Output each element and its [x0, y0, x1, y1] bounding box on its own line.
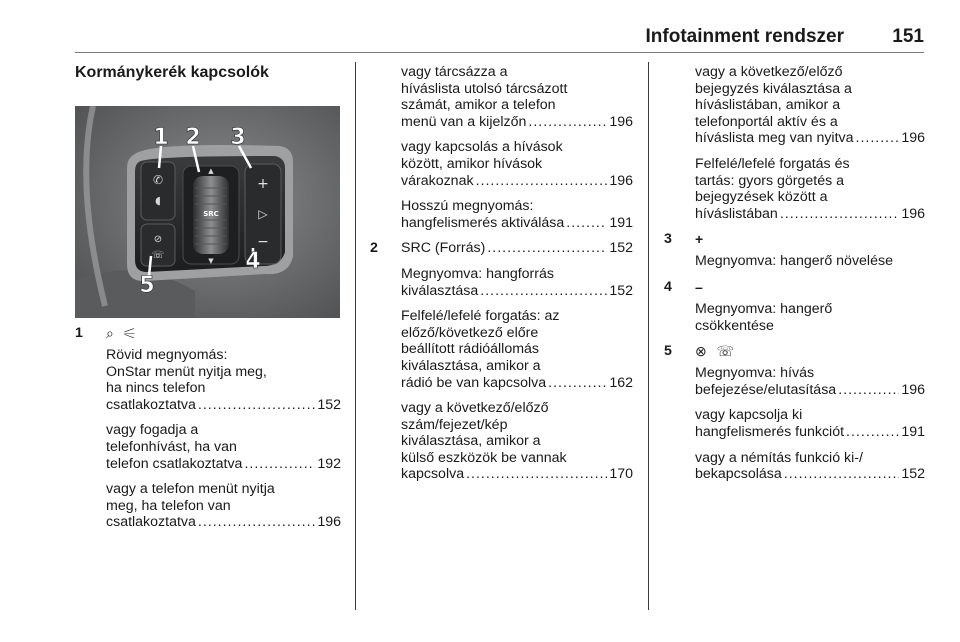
page-reference: 196 — [609, 172, 633, 189]
page-ref-row — [106, 514, 341, 531]
paragraph — [695, 407, 925, 440]
entry-5 — [664, 343, 925, 483]
page-ref-row — [695, 130, 925, 147]
page-header — [75, 26, 924, 52]
text-line: Felfelé/lefelé forgatás: az — [401, 308, 560, 325]
text-line: Hosszú megnyomás: — [401, 198, 534, 215]
callout-4: 4 — [245, 249, 261, 274]
text-line: vagy a némítás funkció ki-/ — [695, 449, 863, 466]
text-line: híváslistában — [695, 205, 778, 222]
text-line: vagy kapcsolás a hívások — [401, 139, 563, 156]
dot-leader — [466, 466, 607, 483]
page-ref-row — [106, 456, 341, 473]
page-reference: 196 — [901, 381, 925, 398]
callout-2: 2 — [185, 125, 201, 150]
mute-hangup-symbols-icon: ⊗ ☏ — [695, 343, 738, 360]
header-title: Infotainment rendszer — [645, 26, 844, 47]
text-line: kiválasztása — [401, 282, 479, 299]
text-line: csatlakoztatva — [106, 396, 196, 413]
paragraph — [401, 266, 633, 299]
text-line: bejegyzés kiválasztása a — [695, 80, 852, 97]
page-ref-row — [695, 466, 925, 483]
text-line: kiválasztása, amikor a — [401, 433, 541, 450]
text-line: befejezése/elutasítása — [695, 381, 837, 398]
text-line: ha nincs telefon — [106, 380, 206, 397]
text-line: tartás: gyors görgetés a — [695, 172, 845, 189]
entry-number: 4 — [664, 278, 672, 295]
dot-leader — [780, 206, 900, 223]
column-2 — [370, 64, 633, 492]
paragraph — [695, 64, 925, 147]
dot-leader — [566, 215, 607, 232]
text-line: kapcsolva — [401, 466, 465, 483]
text-line: bejegyzések között a — [695, 189, 828, 206]
text-line: számát, amikor a telefon — [401, 97, 556, 114]
page-reference: 152 — [317, 396, 341, 413]
text-line: vagy fogadja a — [106, 422, 199, 439]
page-ref-row — [401, 466, 633, 483]
entry-1-continued — [370, 64, 633, 231]
page-reference: 191 — [901, 423, 925, 440]
page-ref-row — [401, 114, 633, 131]
text-line: vagy kapcsolja ki — [695, 407, 803, 424]
entry-2-continued — [664, 64, 925, 222]
paragraph — [695, 301, 925, 334]
text-line: bekapcsolása — [695, 466, 782, 483]
entry-number: 5 — [664, 343, 672, 360]
dot-leader — [487, 240, 607, 257]
entry-4 — [664, 279, 925, 334]
minus-symbol-icon: – — [695, 278, 706, 295]
page-ref-row — [401, 173, 633, 190]
paragraph — [401, 308, 633, 391]
page-number: 151 — [892, 26, 924, 47]
text-line: telefon csatlakoztatva — [106, 455, 243, 472]
page-reference: 162 — [609, 374, 633, 391]
down-arrow-icon: ▼ — [208, 257, 214, 265]
page-reference: 196 — [609, 113, 633, 130]
page-ref-row — [695, 206, 925, 223]
text-line: telefonportál aktív és a — [695, 113, 838, 130]
dot-leader — [548, 375, 607, 392]
column-1 — [75, 325, 341, 540]
text-line: vagy a telefon menüt nyitja — [106, 481, 275, 498]
steering-wheel-illustration — [75, 106, 340, 318]
text-line: vagy a következő/előző — [401, 400, 549, 417]
phone-voice-symbols-icon: ⌕ ⚟ — [106, 325, 138, 341]
paragraph — [106, 481, 341, 531]
page-ref-row — [695, 424, 925, 441]
page-reference: 196 — [901, 205, 925, 222]
text-line: hangfelismerés aktiválása — [401, 214, 565, 231]
paragraph — [401, 198, 633, 231]
page-ref-row — [401, 375, 633, 392]
text-line: Megnyomva: hangerő — [695, 300, 833, 317]
hangup-icon: ☏ — [151, 250, 165, 261]
page-reference: 196 — [317, 514, 341, 531]
navigate-icon: ▷ — [258, 207, 268, 221]
entry-number: 2 — [370, 240, 378, 257]
phone-icon: ✆ — [152, 173, 164, 187]
entry-1 — [75, 325, 341, 531]
plus-symbol-icon: + — [695, 231, 707, 248]
dot-leader — [838, 382, 899, 399]
text-line: Megnyomva: hangforrás — [401, 265, 554, 282]
dot-leader — [784, 466, 900, 483]
text-line: Rövid megnyomás: — [106, 347, 228, 363]
paragraph — [695, 450, 925, 483]
text-line: hangfelismerés funkciót — [695, 423, 845, 440]
dot-leader — [244, 456, 315, 473]
paragraph — [401, 400, 633, 483]
callout-1: 1 — [153, 125, 169, 150]
mute-icon: ⊘ — [153, 234, 163, 245]
page-ref-row — [401, 215, 633, 232]
page-reference: 170 — [609, 466, 633, 483]
dot-leader — [476, 173, 608, 190]
text-line: között, amikor hívások — [401, 155, 543, 172]
text-line: rádió be van kapcsolva — [401, 374, 547, 391]
text-line: vagy tárcsázza a — [401, 64, 508, 80]
paragraph — [695, 365, 925, 398]
text-line: kiválasztása, amikor a — [401, 357, 541, 374]
text-line: menü van a kijelzőn — [401, 113, 527, 130]
page-ref-row — [401, 283, 633, 300]
page-reference: 152 — [609, 240, 633, 257]
page-reference: 152 — [901, 466, 925, 483]
text-line: híváslistában, amikor a — [695, 97, 841, 114]
paragraph — [695, 156, 925, 222]
entry-number: 3 — [664, 231, 672, 248]
text-line: Felfelé/lefelé forgatás és — [695, 155, 850, 172]
text-line: csökkentése — [695, 317, 774, 334]
entry-number: 1 — [75, 325, 83, 341]
column-divider-2 — [648, 62, 649, 610]
text-line: telefonhívást, ha van — [106, 438, 237, 455]
steering-wheel-controls-photo — [75, 106, 340, 318]
text-line: híváslista utolsó tárcsázott — [401, 80, 568, 97]
dot-leader — [480, 283, 607, 300]
dot-leader — [198, 397, 315, 414]
paragraph — [106, 422, 341, 472]
paragraph — [401, 240, 633, 257]
page-reference: 192 — [317, 455, 341, 472]
text-line: OnStar menüt nyitja meg, — [106, 363, 267, 380]
dot-leader — [846, 424, 899, 441]
dot-leader — [856, 130, 900, 147]
page-reference: 191 — [609, 214, 633, 231]
paragraph — [401, 139, 633, 189]
text-line: SRC (Forrás) — [401, 240, 486, 257]
header-rule — [75, 52, 924, 53]
entry-3 — [664, 231, 925, 270]
src-label: SRC — [203, 210, 219, 218]
dot-leader — [528, 114, 607, 131]
text-line: vagy a következő/előző — [695, 64, 843, 80]
up-arrow-icon: ▲ — [208, 167, 214, 175]
entry-2 — [370, 240, 633, 483]
callout-5: 5 — [139, 273, 155, 298]
column-divider-1 — [355, 62, 356, 610]
page-ref-row — [106, 397, 341, 414]
page-ref-row — [695, 382, 925, 399]
page-ref-row — [401, 240, 633, 257]
text-line: híváslista meg van nyitva — [695, 130, 854, 147]
text-line: előző/következő előre — [401, 324, 539, 341]
page-reference: 196 — [901, 130, 925, 147]
voice-icon: ◖ — [155, 194, 161, 207]
column-3 — [664, 64, 925, 492]
paragraph — [106, 364, 341, 414]
text-line: külső eszközök be vannak — [401, 449, 567, 466]
dot-leader — [198, 514, 315, 531]
text-line: Megnyomva: hívás — [695, 365, 815, 382]
text-line: szám/fejezet/kép — [401, 416, 508, 433]
page-reference: 152 — [609, 282, 633, 299]
callout-3: 3 — [230, 125, 246, 150]
section-title: Kormánykerék kapcsolók — [75, 64, 269, 81]
paragraph — [401, 64, 633, 130]
volume-plus-icon: + — [257, 176, 269, 192]
text-line: csatlakoztatva — [106, 514, 196, 531]
text-line: Megnyomva: hangerő növelése — [695, 253, 893, 270]
volume-minus-icon: − — [257, 234, 269, 250]
text-line: várakoznak — [401, 172, 474, 189]
paragraph — [695, 253, 925, 270]
text-line: meg, ha telefon van — [106, 497, 231, 514]
text-line: beállított rádióállomás — [401, 341, 540, 358]
phone-button — [141, 162, 175, 220]
